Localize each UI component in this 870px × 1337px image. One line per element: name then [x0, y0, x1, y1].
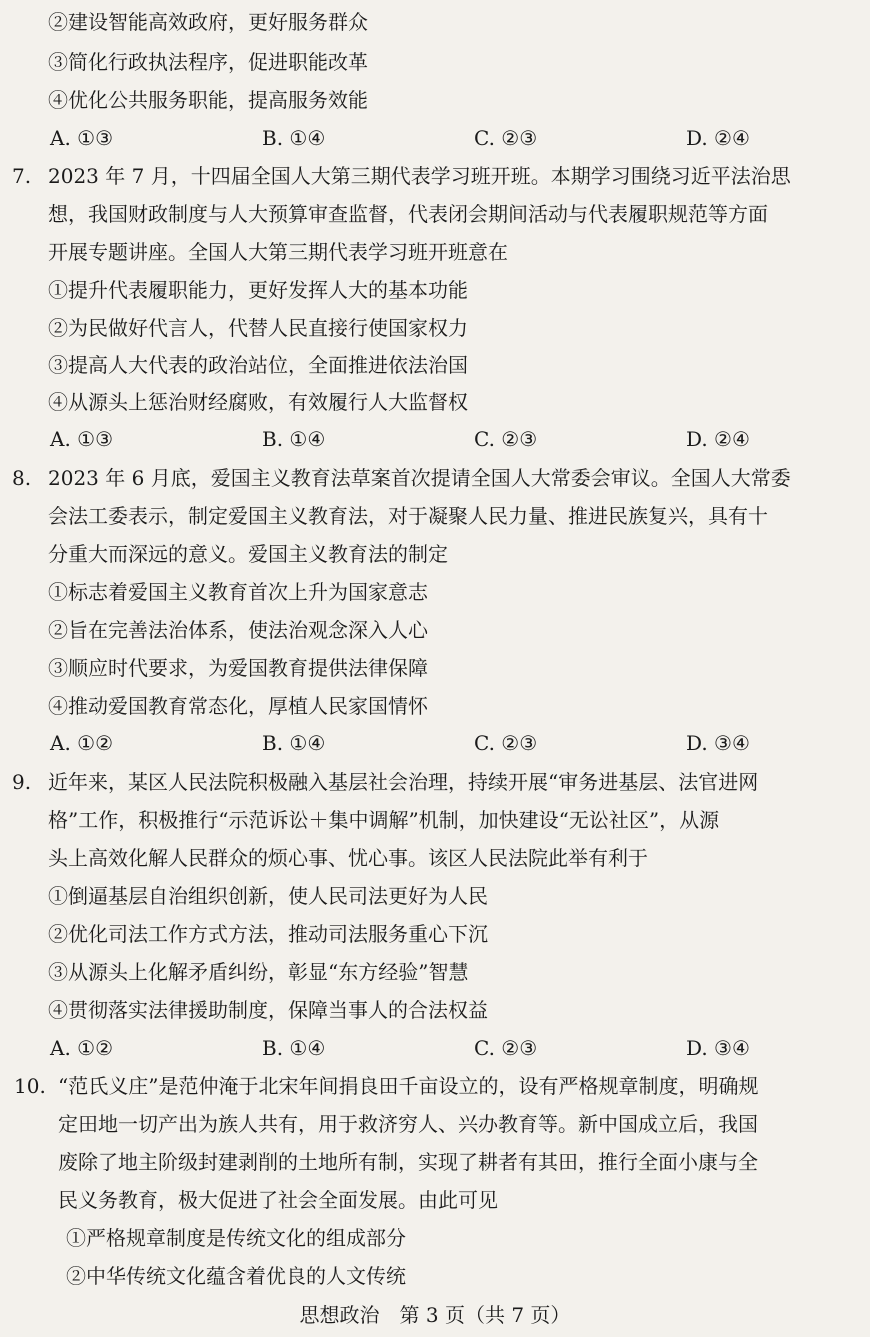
option-line — [0, 688, 870, 725]
question-7-stem-line — [0, 234, 870, 271]
option-text: ②中华传统文化蕴含着优良的人文传统 — [66, 1264, 406, 1288]
question-text: 会法工委表示，制定爱国主义教育法，对于凝聚人民力量、推进民族复兴，具有十 — [48, 504, 768, 528]
question-10-stem-line — [0, 1068, 870, 1105]
option-text: ①提升代表履职能力，更好发挥人大的基本功能 — [48, 278, 468, 302]
option-line — [0, 878, 870, 915]
question-8-stem-line — [0, 498, 870, 535]
option-line — [0, 272, 870, 309]
choice-d: D. ②④ — [686, 126, 750, 150]
choice-c: C. ②③ — [474, 427, 538, 451]
choices-row — [0, 725, 870, 762]
option-text: ④推动爱国教育常态化，厚植人民家国情怀 — [48, 694, 428, 718]
option-line — [0, 384, 870, 421]
question-8-stem-line — [0, 536, 870, 573]
option-line — [0, 310, 870, 347]
question-7-stem-line — [0, 196, 870, 233]
question-text: 开展专题讲座。全国人大第三期代表学习班开班意在 — [48, 240, 508, 264]
question-text: 近年来，某区人民法院积极融入基层社会治理，持续开展“审务进基层、法官进网 — [48, 770, 759, 794]
question-text: 分重大而深远的意义。爱国主义教育法的制定 — [48, 542, 448, 566]
question-text: 民义务教育，极大促进了社会全面发展。由此可见 — [58, 1188, 498, 1212]
question-number: 7. — [12, 164, 32, 188]
option-text: ①严格规章制度是传统文化的组成部分 — [66, 1226, 406, 1250]
question-9-stem-line — [0, 802, 870, 839]
question-9-stem-line — [0, 764, 870, 801]
choice-d: D. ②④ — [686, 427, 750, 451]
option-line — [0, 992, 870, 1029]
question-9-stem-line — [0, 840, 870, 877]
option-text: ②旨在完善法治体系，使法治观念深入人心 — [48, 618, 428, 642]
option-line — [0, 574, 870, 611]
question-8-stem-line — [0, 460, 870, 497]
option-text: ②为民做好代言人，代替人民直接行使国家权力 — [48, 316, 468, 340]
page-footer: 思想政治 第 3 页（共 7 页） — [299, 1303, 571, 1327]
question-10-stem-line — [0, 1144, 870, 1181]
question-text: 格”工作，积极推行“示范诉讼＋集中调解”机制，加快建设“无讼社区”，从源 — [48, 808, 720, 832]
choices-row — [0, 1030, 870, 1067]
option-text: ③顺应时代要求，为爱国教育提供法律保障 — [48, 656, 428, 680]
choice-c: C. ②③ — [474, 1036, 538, 1060]
option-text: ①倒逼基层自治组织创新，使人民司法更好为人民 — [48, 884, 488, 908]
question-text: 2023 年 7 月，十四届全国人大第三期代表学习班开班。本期学习围绕习近平法治思 — [48, 164, 791, 188]
option-text: ③简化行政执法程序，促进职能改革 — [48, 50, 368, 74]
option-line — [0, 916, 870, 953]
choice-c: C. ②③ — [474, 731, 538, 755]
choice-b: B. ①④ — [262, 731, 326, 755]
option-text: ②优化司法工作方式方法，推动司法服务重心下沉 — [48, 922, 488, 946]
option-line — [0, 347, 870, 384]
choices-row — [0, 120, 870, 157]
question-10-stem-line — [0, 1182, 870, 1219]
option-line — [0, 44, 870, 81]
option-line — [0, 82, 870, 119]
question-number: 9. — [12, 770, 32, 794]
choice-c: C. ②③ — [474, 126, 538, 150]
option-text: ③提高人大代表的政治站位，全面推进依法治国 — [48, 353, 468, 377]
question-text: 定田地一切产出为族人共有，用于救济穷人、兴办教育等。新中国成立后，我国 — [58, 1112, 758, 1136]
option-line — [0, 1220, 870, 1257]
question-text: 头上高效化解人民群众的烦心事、忧心事。该区人民法院此举有利于 — [48, 846, 648, 870]
option-text: ②建设智能高效政府，更好服务群众 — [48, 10, 368, 34]
question-10-stem-line — [0, 1106, 870, 1143]
choice-d: D. ③④ — [686, 1036, 750, 1060]
choice-b: B. ①④ — [262, 427, 326, 451]
question-text: “范氏义庄”是范仲淹于北宋年间捐良田千亩设立的，设有严格规章制度，明确规 — [58, 1074, 759, 1098]
question-7-stem-line — [0, 158, 870, 195]
choice-d: D. ③④ — [686, 731, 750, 755]
option-line — [0, 4, 870, 41]
question-number: 8. — [12, 466, 32, 490]
choices-row — [0, 421, 870, 458]
question-number: 10. — [14, 1074, 46, 1098]
option-line — [0, 612, 870, 649]
question-text: 想，我国财政制度与人大预算审查监督，代表闭会期间活动与代表履职规范等方面 — [48, 202, 768, 226]
question-text: 废除了地主阶级封建剥削的土地所有制，实现了耕者有其田，推行全面小康与全 — [58, 1150, 758, 1174]
choice-b: B. ①④ — [262, 1036, 326, 1060]
option-text: ③从源头上化解矛盾纠纷，彰显“东方经验”智慧 — [48, 960, 469, 984]
choice-a: A. ①② — [50, 1036, 114, 1060]
option-text: ④优化公共服务职能，提高服务效能 — [48, 88, 368, 112]
option-line — [0, 954, 870, 991]
option-text: ①标志着爱国主义教育首次上升为国家意志 — [48, 580, 428, 604]
choice-b: B. ①④ — [262, 126, 326, 150]
choice-a: A. ①② — [50, 731, 114, 755]
option-line — [0, 650, 870, 687]
question-text: 2023 年 6 月底，爱国主义教育法草案首次提请全国人大常委会审议。全国人大常委 — [48, 466, 791, 490]
option-line — [0, 1258, 870, 1295]
choice-a: A. ①③ — [50, 126, 114, 150]
choice-a: A. ①③ — [50, 427, 114, 451]
option-text: ④从源头上惩治财经腐败，有效履行人大监督权 — [48, 390, 468, 414]
option-text: ④贯彻落实法律援助制度，保障当事人的合法权益 — [48, 998, 488, 1022]
